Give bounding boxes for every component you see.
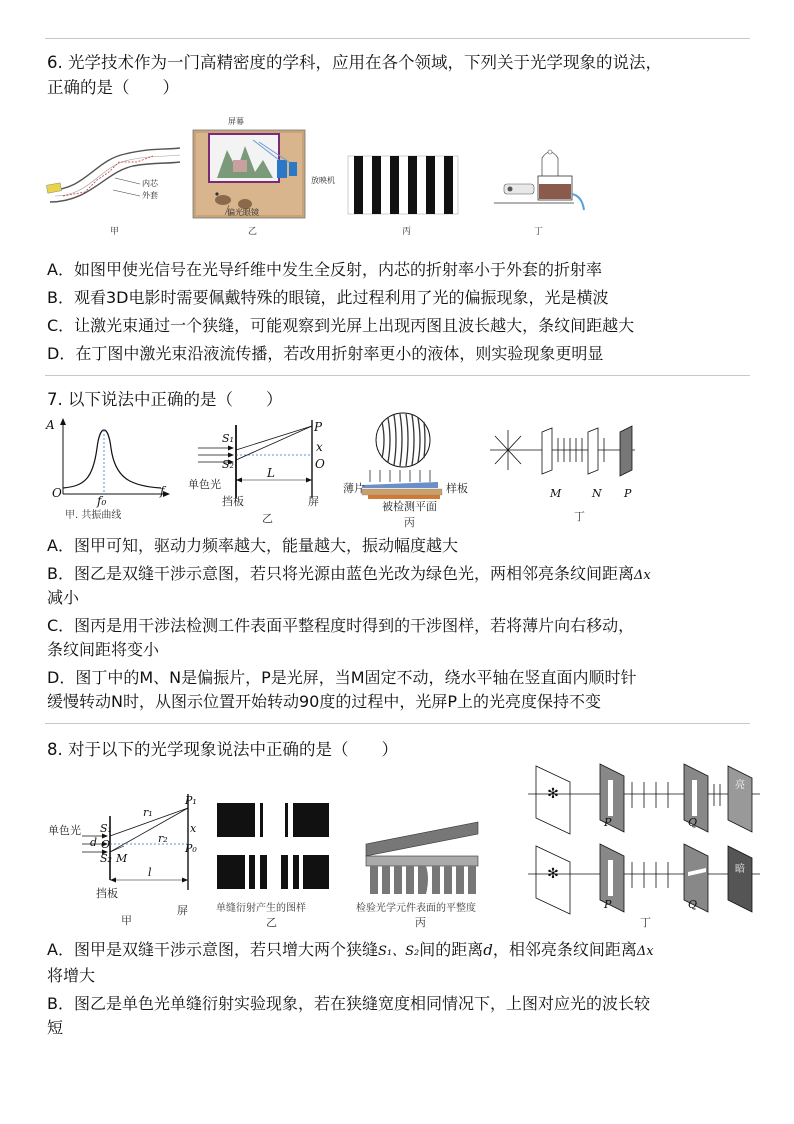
q8-option-a-line2: 将增大 — [47, 966, 96, 985]
q8-label-O: O — [101, 838, 111, 851]
q8-option-a-pre: A．图甲是双缝干涉示意图，若只增大两个狭缝 — [47, 940, 378, 959]
q7-option-d-line1[interactable]: D．图丁中的M、N是偏振片，P是光屏，当M固定不动，绕水平轴在竖直面内顺时针 — [47, 668, 637, 687]
q7-fig-bing-flatness — [346, 412, 476, 512]
q7-label-f: f — [160, 484, 165, 498]
q7-option-b-delta-x: Δx — [633, 568, 651, 583]
q6-option-a[interactable]: A．如图甲使光信号在光导纤维中发生全反射，内芯的折射率小于外套的折射率 — [47, 260, 602, 279]
q6-fig-jia-fiber — [45, 140, 185, 230]
q8-label-r1: r₁ — [143, 806, 153, 819]
q7-option-b-line2: 减小 — [47, 588, 80, 607]
q8-fig-ding-polarizers-bottom — [528, 842, 760, 914]
q8-label-mono: 单色光 — [48, 824, 81, 837]
q6-stem-line2: 正确的是（ ） — [47, 78, 179, 97]
q8-label-M: M — [116, 852, 128, 865]
q8-label-screen: 屏 — [177, 904, 188, 917]
q6-label-inner: 内芯 — [142, 179, 158, 188]
q6-option-d[interactable]: D．在丁图中激光束沿液流传播，若改用折射率更小的液体，则实验现象更明显 — [47, 344, 604, 363]
q7-fig-ding-caption: 丁 — [574, 510, 585, 523]
q8-label-Q-top: Q — [688, 816, 698, 829]
q7-label-baffle: 挡板 — [222, 495, 244, 508]
q8-label-r2: r₂ — [158, 832, 168, 845]
q8-option-a-delta-x: Δx — [636, 944, 654, 959]
q7-label-A: A — [46, 418, 55, 432]
q8-option-a-slits: S₁、S₂ — [377, 944, 420, 959]
q7-label-tested: 被检测平面 — [382, 500, 437, 513]
q8-fig-jia-double-slit — [82, 790, 202, 900]
q8-label-d: d — [90, 836, 98, 849]
q6-fig-yi-caption: 乙 — [248, 227, 258, 237]
q6-label-screen: 屏幕 — [228, 117, 244, 126]
q8-fig-yi-caption: 乙 — [266, 916, 277, 929]
q6-fig-bing-fringes — [348, 156, 458, 214]
q7-option-c-line1[interactable]: C．图丙是用干涉法检测工件表面平整程度时得到的干涉图样，若将薄片向右移动， — [47, 616, 635, 635]
q7-label-N: N — [592, 487, 602, 500]
q8-fig-ding-polarizers-top — [528, 762, 760, 834]
q8-label-dark: 暗 — [735, 864, 745, 875]
q8-option-b-line1[interactable]: B．图乙是单色光单缝衍射实验现象，若在狭缝宽度相同情况下，上图对应光的波长较 — [47, 994, 650, 1013]
q7-label-f0: f₀ — [97, 494, 107, 508]
q8-label-flatness: 检验光学元件表面的平整度 — [356, 903, 476, 914]
q7-label-P: P — [314, 420, 323, 434]
q7-fig-ding-polarizers — [490, 424, 640, 484]
q7-label-x: x — [316, 440, 323, 454]
q6-fig-bing-caption: 丙 — [402, 227, 412, 237]
q7-label-sample: 样板 — [446, 482, 468, 495]
q7-label-O2: O — [315, 457, 325, 471]
q8-fig-jia-caption: 甲 — [121, 914, 132, 927]
q6-stem-line1: 6. 光学技术作为一门高精密度的学科，应用在各个领域，下列关于光学现象的说法， — [47, 53, 662, 72]
q6-fig-yi-cinema — [193, 120, 313, 220]
q8-label-S2: S₂ — [100, 852, 112, 865]
q8-label-P-top: P — [604, 816, 612, 829]
q8-option-a-line1[interactable] — [47, 936, 654, 966]
q8-label-P1: P₁ — [185, 794, 197, 807]
q7-fig-yi-caption: 乙 — [262, 512, 273, 525]
q7-option-d-line2: 缓慢转动N时，从图示位置开始转动90度的过程中，光屏P上的光亮度保持不变 — [47, 692, 601, 711]
q7-label-thin: 薄片 — [343, 482, 365, 495]
q8-label-single-slit: 单缝衍射产生的图样 — [216, 903, 306, 914]
q7-fig-jia-caption: 甲. 共振曲线 — [65, 510, 122, 521]
svg-text:✻: ✻ — [547, 866, 559, 882]
q8-fig-bing-flatness — [366, 820, 478, 896]
q7-label-M: M — [550, 487, 562, 500]
q8-fig-bing-caption: 丙 — [415, 916, 426, 929]
q8-option-a-post: ，相邻亮条纹间距离 — [492, 940, 637, 959]
q7-label-L: L — [267, 466, 275, 480]
q6-label-glasses: 偏光眼镜 — [227, 208, 259, 217]
divider-q8 — [45, 723, 750, 724]
q7-label-screen: 屏 — [308, 495, 319, 508]
q8-option-a-mid: 间的距离 — [419, 940, 484, 959]
q8-fig-ding-caption: 丁 — [640, 916, 651, 929]
q7-label-S1: S₁ — [222, 432, 234, 445]
q7-label-S2: S₂ — [222, 458, 234, 471]
q8-label-baffle: 挡板 — [96, 887, 118, 900]
q7-fig-bing-caption: 丙 — [404, 516, 415, 529]
q8-label-P0: P₀ — [185, 842, 197, 855]
divider-q7 — [45, 375, 750, 376]
q7-option-b-text: B．图乙是双缝干涉示意图，若只将光源由蓝色光改为绿色光，两相邻亮条纹间距离 — [47, 564, 634, 583]
q6-fig-ding-caption: 丁 — [534, 227, 544, 237]
q8-stem: 8. 对于以下的光学现象说法中正确的是（ ） — [47, 740, 398, 759]
q8-label-l: l — [148, 866, 152, 879]
q8-option-a-d: d — [483, 941, 493, 959]
q7-option-a[interactable]: A．图甲可知，驱动力频率越大，能量越大，振动幅度越大 — [47, 536, 458, 555]
q6-option-c[interactable]: C．让激光束通过一个狭缝，可能观察到光屏上出现丙图且波长越大，条纹间距越大 — [47, 316, 635, 335]
q8-label-x: x — [190, 822, 197, 835]
divider-top — [45, 38, 750, 39]
q8-label-bright: 亮 — [735, 780, 745, 791]
q8-label-P-bottom: P — [604, 898, 612, 911]
q6-fig-ding-liquid — [494, 148, 594, 218]
q8-fig-yi-single-slit — [217, 803, 329, 895]
q6-fig-jia-caption: 甲 — [110, 227, 120, 237]
q7-option-b-line1[interactable] — [47, 560, 651, 590]
q6-label-outer: 外套 — [142, 191, 158, 200]
q7-fig-jia-resonance — [55, 418, 170, 498]
q8-label-S1: S₁ — [100, 822, 112, 835]
q8-label-Q-bottom: Q — [688, 898, 698, 911]
svg-text:✻: ✻ — [547, 786, 559, 802]
q7-label-O: O — [52, 486, 62, 500]
q6-option-b[interactable]: B．观看3D电影时需要佩戴特殊的眼镜，此过程利用了光的偏振现象，光是横波 — [47, 288, 609, 307]
q7-option-c-line2: 条纹间距将变小 — [47, 640, 160, 659]
q8-option-b-line2: 短 — [47, 1018, 64, 1037]
q7-label-P2: P — [624, 487, 632, 500]
q7-label-mono: 单色光 — [188, 478, 221, 491]
q7-stem: 7. 以下说法中正确的是（ ） — [47, 390, 283, 409]
q6-label-projector: 放映机 — [311, 176, 335, 185]
